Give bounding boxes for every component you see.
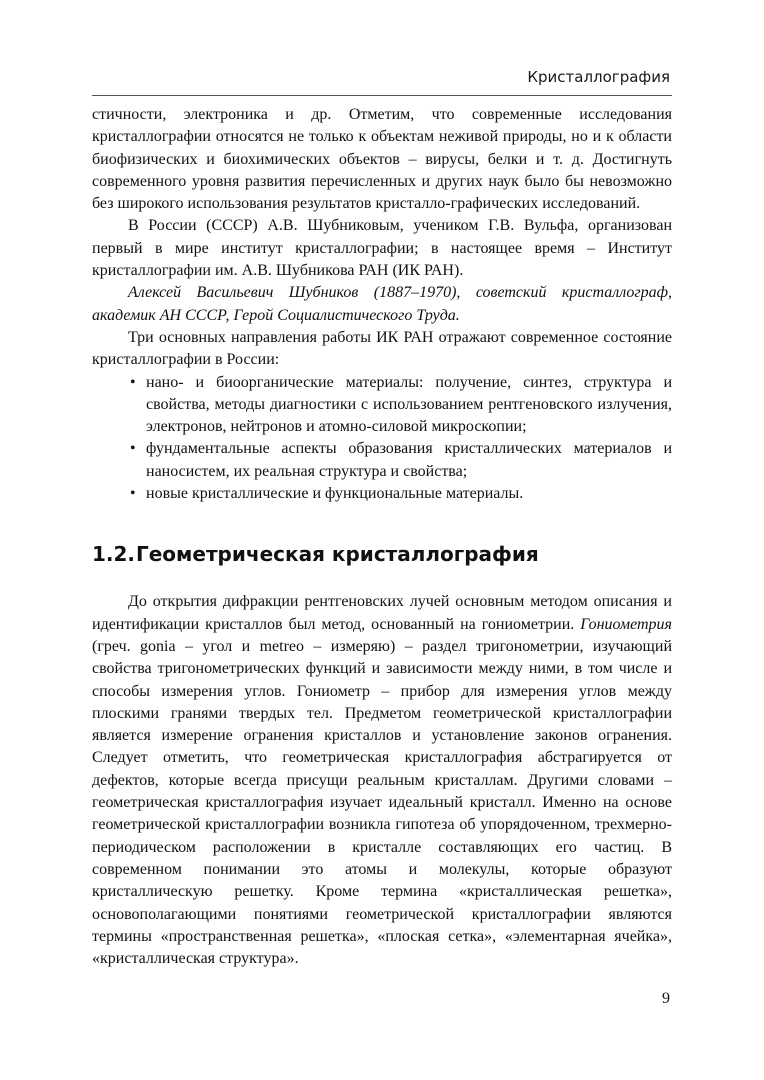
list-item: [130, 483, 672, 505]
list-item-text: фундаментальные аспекты образования кристаллических материалов и наносистем, их реальная структура и свойства;: [146, 440, 672, 480]
bullet-icon: •: [130, 440, 136, 458]
list-item-text: нано- и биоорганические материалы: получение, синтез, структура и свойства, методы диагностики с использованием рентгеновского излучения, электронов, нейтронов и атомно-силовой микроскопии;: [146, 373, 672, 436]
body-text: [92, 104, 672, 970]
header-rule: [92, 95, 672, 96]
list-item: [130, 372, 672, 439]
paragraph-3: Три основных направления работы ИК РАН отражают современное состояние кристаллографии в России:: [92, 328, 672, 369]
term-goniometry: Гониометрия: [580, 615, 672, 633]
bullet-icon: •: [130, 373, 136, 391]
page-number: 9: [662, 990, 670, 1007]
paragraph-1: стичности, электроника и др. Отметим, что современные исследования кристаллографии относятся не только к объектам неживой природы, но и к области биофизических и биохимических объектов – вирусы, белки и т. д. Достигнуть современного уровня развития перечисленных и других наук было бы невозможно без широкого использования результатов кристалло-графических исследований.: [92, 106, 672, 213]
list-item: [130, 438, 672, 483]
section-heading: [92, 541, 672, 567]
paragraph-2: В России (СССР) А.В. Шубниковым, учеником Г.В. Вульфа, организован первый в мире институт кристаллографии; в настоящее время – Институт кристаллографии им. А.В. Шубникова РАН (ИК РАН).: [92, 217, 672, 280]
section-number: 1.2.: [92, 542, 136, 567]
bullet-list: [92, 372, 672, 506]
list-item-text: новые кристаллические и функциональные материалы.: [146, 485, 524, 503]
paragraph-goniometry: [92, 591, 672, 970]
paragraph-goniometry-rest: (греч. gonia – угол и metreo – измеряю) – раздел тригонометрии, изучающий свойства тригонометрических функций и зависимости между ними, в том числе и способы измерения углов. Гониометр – прибор для измерения углов между плоскими гранями твердых тел. Предметом геометрической кристаллографии является измерение огранения кристаллов и установление законов огранения. Следует отметить, что геометрическая кристаллография абстрагируется от дефектов, которые всегда присущи реальным кристаллам. Другими словами – геометрическая кристаллография изучает идеальный кристалл. Именно на основе геометрической кристаллографии возникла гипотеза об упорядоченном, трехмерно-периодическом расположении в кристалле составляющих его частиц. В современном понимании это атомы и молекулы, которые образуют кристаллическую решетку. Кроме термина «кристаллическая решетка», основополагающими понятиями геометрической кристаллографии являются термины «пространственная решетка», «плоская сетка», «элементарная ячейка», «кристаллическая структура».: [92, 637, 672, 968]
bullet-icon: •: [130, 485, 136, 503]
paragraph-shubnikov-note: Алексей Васильевич Шубников (1887–1970), советский кристаллограф, академик АН СССР, Герой Социалистического Труда.: [92, 284, 672, 324]
paragraph-goniometry-start: До открытия дифракции рентгеновских лучей основным методом описания и идентификации кристаллов был метод, основанный на гониометрии.: [92, 593, 672, 633]
running-header-title: Кристаллография: [527, 68, 670, 86]
section-title: Геометрическая кристаллография: [136, 542, 539, 567]
